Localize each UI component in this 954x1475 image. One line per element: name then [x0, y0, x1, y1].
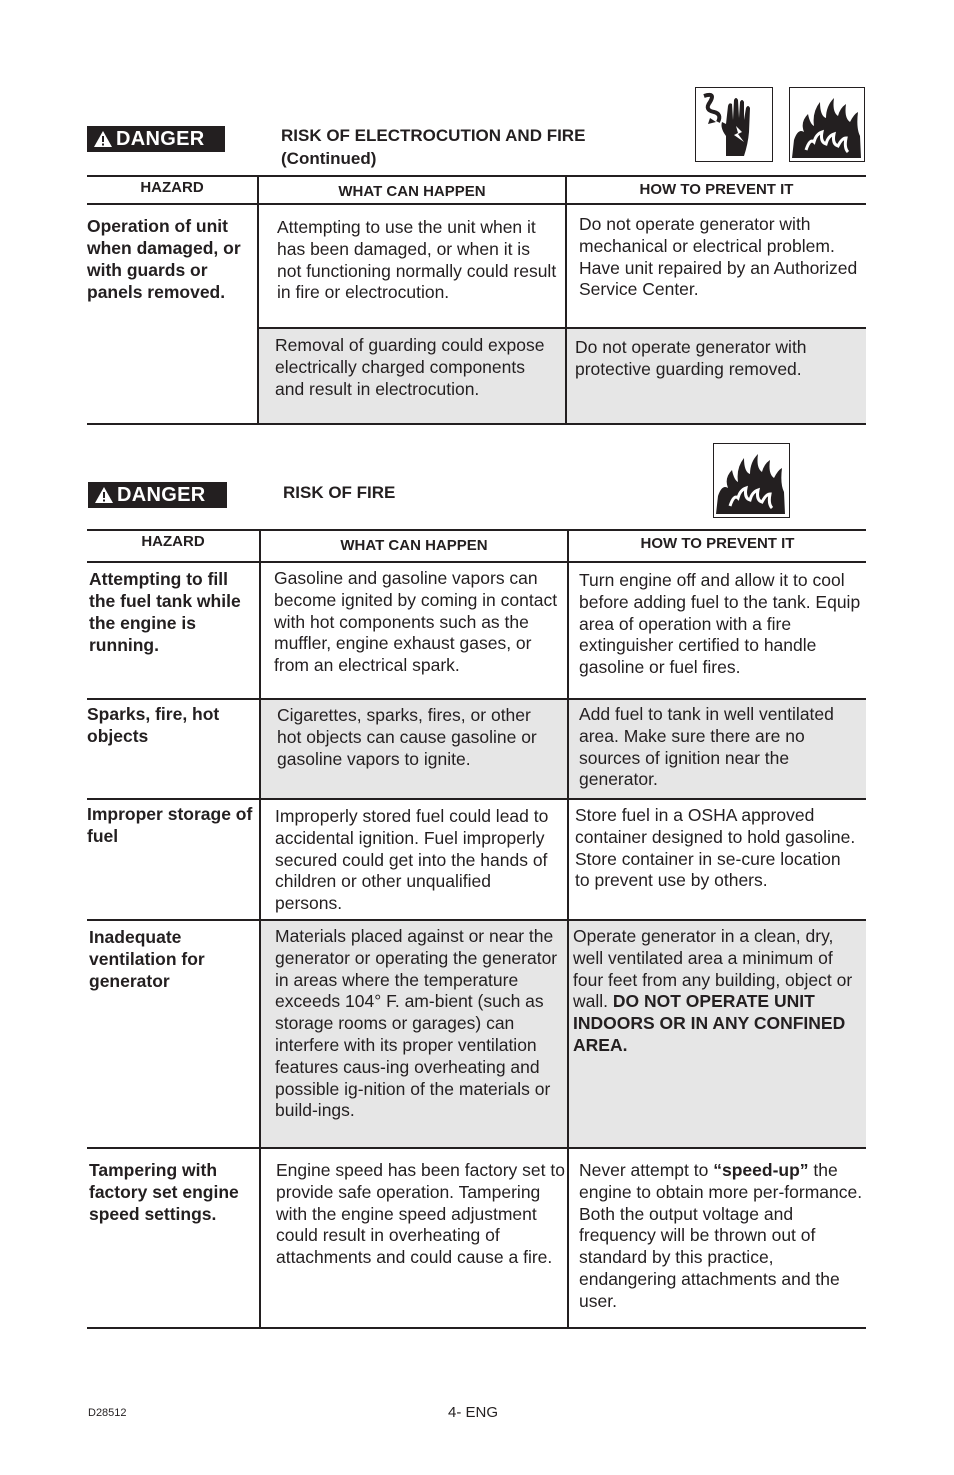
table2-top-rule — [87, 529, 866, 531]
table1-row2-what: Removal of guarding could expose electrically charged components and result in electrocution. — [275, 335, 545, 399]
table2-row5-how — [579, 1160, 863, 1313]
table2-divider-2 — [567, 529, 569, 1328]
table2-row-rule-3 — [87, 919, 866, 921]
table2-header-how: HOW TO PREVENT IT — [640, 535, 795, 552]
table2-row-rule-2 — [87, 798, 866, 800]
table2-header-rule — [87, 561, 866, 563]
table1-row1-what: Attempting to use the unit when it has been damaged, or when it is not functioning normally could result in fire or electrocution. — [277, 217, 557, 303]
table2-row1-what: Gasoline and gasoline vapors can become ignited by coming in contact with hot components such as the muffler, engine exhaust gases, or from an electrical spark. — [274, 568, 558, 676]
danger-badge — [87, 126, 225, 152]
table2-header-hazard: HAZARD — [141, 533, 205, 550]
warning-triangle-icon — [93, 130, 113, 148]
section-title: RISK OF FIRE — [283, 483, 396, 502]
table1-divider-2 — [565, 175, 567, 424]
fire-flames-icon — [789, 87, 865, 162]
danger-label: DANGER — [116, 127, 205, 150]
table2-row5-hazard: Tampering with factory set engine speed settings. — [89, 1160, 239, 1224]
table2-row1-how: Turn engine off and allow it to cool before adding fuel to the tank. Equip area of operation with a fire extinguisher certified to handle gasoline or fuel fires. — [579, 570, 861, 678]
electrocution-hand-icon — [695, 87, 773, 162]
table1-row1-how: Do not operate generator with mechanical or electrical problem. Have unit repaired by an Authorized Service Center. — [579, 214, 858, 300]
doc-number: D28512 — [88, 1407, 127, 1419]
table2-row5-how-pre: Never attempt to — [579, 1160, 709, 1180]
table2-row3-what: Improperly stored fuel could lead to accidental ignition. Fuel improperly secured could get into the hands of children or other unqualified persons. — [275, 806, 549, 914]
page-number: 4- ENG — [448, 1404, 499, 1421]
table2-row4-how-bold: DO NOT OPERATE UNIT INDOORS OR IN ANY CONFINED AREA. — [573, 991, 846, 1055]
table1-row1-hazard: Operation of unit when damaged, or with guards or panels removed. — [87, 216, 241, 302]
table2-row5-how-post: the engine to obtain more per-formance. Both the output voltage and frequency will be thrown out of standard by this practice, endangering attachments and the user. — [579, 1160, 863, 1311]
table2-bottom-rule — [87, 1327, 866, 1329]
table1-row-rule — [259, 327, 866, 329]
table2-row2-how: Add fuel to tank in well ventilated area. Make sure there are no sources of ignition near the generator. — [579, 704, 834, 790]
section-title — [281, 124, 585, 170]
table2-row5-what: Engine speed has been factory set to provide safe operation. Tampering with the engine speed adjustment could result in overheating of attachments and could cause a fire. — [276, 1160, 565, 1268]
table1-divider-1 — [257, 175, 259, 424]
table2-row3-hazard: Improper storage of fuel — [87, 804, 253, 846]
table2-row2-what: Cigarettes, sparks, fires, or other hot objects can cause gasoline or gasoline vapors to ignite. — [277, 705, 537, 769]
section-title-line1: RISK OF ELECTROCUTION AND FIRE — [281, 126, 586, 145]
table1-header-hazard: HAZARD — [140, 179, 204, 196]
table2-header-what: WHAT CAN HAPPEN — [340, 537, 488, 554]
table2-row1-hazard: Attempting to fill the fuel tank while the engine is running. — [89, 569, 241, 655]
table1-header-rule — [87, 203, 866, 205]
warning-triangle-icon — [94, 486, 114, 504]
section-title-line2: (Continued) — [281, 149, 377, 168]
table1-header-what: WHAT CAN HAPPEN — [338, 183, 486, 200]
table2-row4-how-plain: Operate generator in a clean, dry, well ventilated area a minimum of four feet from any building, object or wall. — [573, 926, 853, 1012]
table1-header-how: HOW TO PREVENT IT — [639, 181, 794, 198]
table1-row2-how: Do not operate generator with protective guarding removed. — [575, 337, 807, 379]
danger-badge — [88, 482, 227, 508]
table2-row4-what: Materials placed against or near the generator or operating the generator in areas where the temperature exceeds 104° F. am-bient (such as storage rooms or garages) can interfere with its proper ventilation features caus-ing overheating and possible ig-nition of the materials or build-ings. — [275, 926, 558, 1121]
table2-divider-1 — [259, 529, 261, 1328]
table2-row4-hazard: Inadequate ventilation for generator — [89, 927, 205, 991]
table2-row2-hazard: Sparks, fire, hot objects — [87, 704, 220, 746]
table1-bottom-rule — [87, 423, 866, 425]
table2-row5-how-bold: “speed-up” — [713, 1160, 809, 1180]
table2-row-rule-4 — [87, 1147, 866, 1149]
table1-top-rule — [87, 175, 866, 177]
fire-flames-icon — [713, 443, 790, 518]
table2-row4-how — [573, 926, 866, 1057]
danger-label: DANGER — [117, 483, 206, 506]
table2-row-rule-1 — [87, 698, 866, 700]
table2-row3-how: Store fuel in a OSHA approved container designed to hold gasoline. Store container in se-cure location to prevent use by others. — [575, 805, 856, 891]
